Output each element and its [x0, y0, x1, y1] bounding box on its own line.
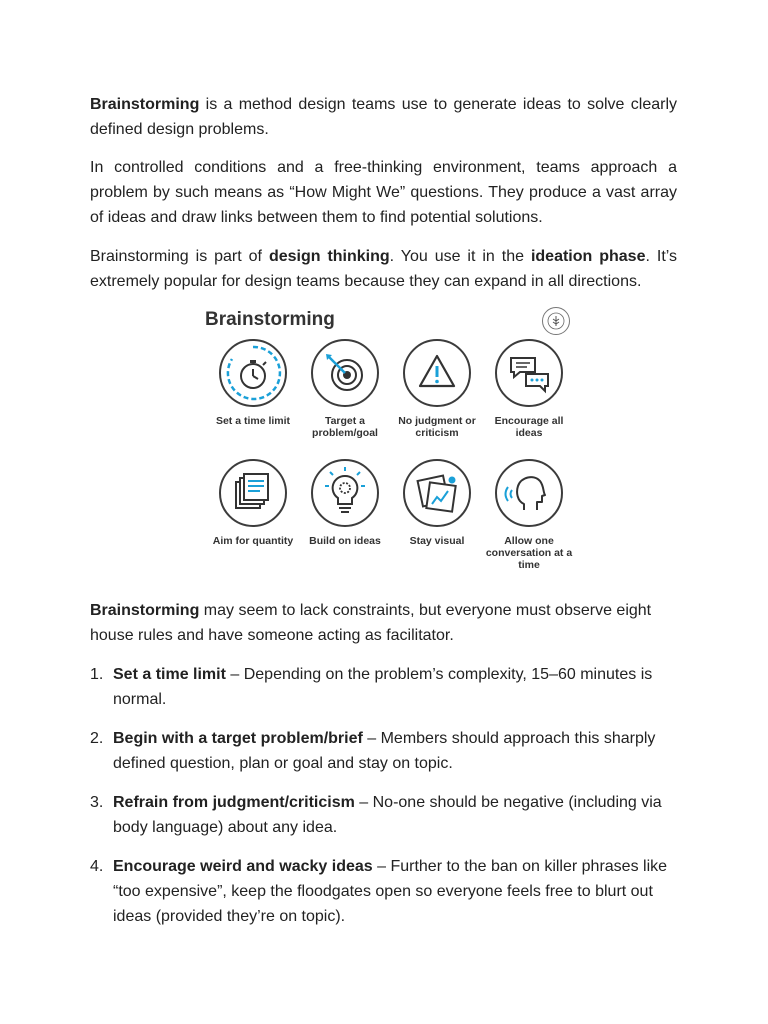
lightbulb-icon	[311, 459, 379, 527]
rules-intro-text: may seem to lack constraints, but everyone must observe eight house rules and have someone acting as facilitator.	[90, 602, 652, 644]
infographic-item	[207, 339, 299, 459]
speaking-head-icon	[495, 459, 563, 527]
infographic-item	[207, 459, 299, 579]
rule-title: Encourage weird and wacky ideas	[113, 858, 373, 875]
intro-paragraph-2: In controlled conditions and a free-thinking environment, teams approach a problem by such means as “How Might We” questions. They produce a vast array of ideas and draw links between them to find potential solutions.	[90, 159, 677, 226]
p3-text-a: Brainstorming is part of	[90, 248, 269, 265]
rule-text: – Members should approach this sharply defined question, plan or goal and stay on topic.	[113, 730, 656, 772]
list-number: 4.	[90, 858, 104, 875]
rule-title: Set a time limit	[113, 666, 226, 683]
item-label: Stay visual	[409, 535, 465, 547]
target-icon	[311, 339, 379, 407]
rules-icon-grid	[207, 339, 575, 579]
infographic-item	[299, 459, 391, 579]
item-label: Build on ideas	[309, 535, 381, 547]
item-label: No judgment or criticism	[398, 415, 476, 439]
logo-seal-icon	[542, 307, 570, 335]
list-item	[90, 726, 677, 776]
infographic-item	[483, 339, 575, 459]
infographic-item	[483, 459, 575, 579]
list-number: 1.	[90, 666, 104, 683]
list-item	[90, 790, 677, 840]
rule-title: Begin with a target problem/brief	[113, 730, 363, 747]
infographic-item	[391, 339, 483, 459]
rule-title: Refrain from judgment/criticism	[113, 794, 355, 811]
infographic-item	[299, 339, 391, 459]
intro-paragraph-1-text: is a method design teams use to generate ideas to solve clearly defined design problems.	[90, 96, 677, 138]
infographic-item	[391, 459, 483, 579]
item-label: Set a time limit	[215, 415, 291, 427]
p3-text-e: . It’s extremely popular for design teams because they can expand in all directions.	[90, 248, 678, 290]
intro-paragraph-3	[90, 244, 677, 294]
infographic-title: Brainstorming	[205, 309, 335, 330]
rule-text: – Depending on the problem’s complexity, 15–60 minutes is normal.	[113, 666, 653, 708]
rule-text: – Further to the ban on killer phrases like “too expensive”, keep the floodgates open so everyone feels free to blurt out ideas (provided they’re on topic).	[113, 858, 668, 925]
list-item	[90, 662, 677, 712]
intro-paragraph-1	[90, 92, 677, 142]
list-number: 2.	[90, 730, 104, 747]
term-brainstorming: Brainstorming	[90, 96, 200, 113]
brainstorming-infographic	[203, 305, 578, 587]
item-label: Aim for quantity	[212, 535, 294, 547]
rule-text: – No-one should be negative (including via body language) about any idea.	[113, 794, 662, 836]
sketch-notes-icon	[403, 459, 471, 527]
house-rules-list	[90, 662, 677, 943]
p3-text-c: . You use it in the	[389, 248, 531, 265]
chat-bubbles-icon	[495, 339, 563, 407]
stopwatch-icon	[219, 339, 287, 407]
list-number: 3.	[90, 794, 104, 811]
rules-intro-paragraph	[90, 598, 677, 648]
term-ideation-phase: ideation phase	[530, 248, 646, 265]
item-label: Target a problem/goal	[312, 415, 378, 439]
list-item	[90, 854, 677, 929]
documents-stack-icon	[219, 459, 287, 527]
item-label: Allow one conversation at a time	[485, 535, 573, 571]
term-design-thinking: design thinking	[268, 248, 390, 265]
item-label: Encourage all ideas	[494, 415, 564, 439]
warning-icon	[403, 339, 471, 407]
term-brainstorming-2: Brainstorming	[90, 602, 200, 619]
